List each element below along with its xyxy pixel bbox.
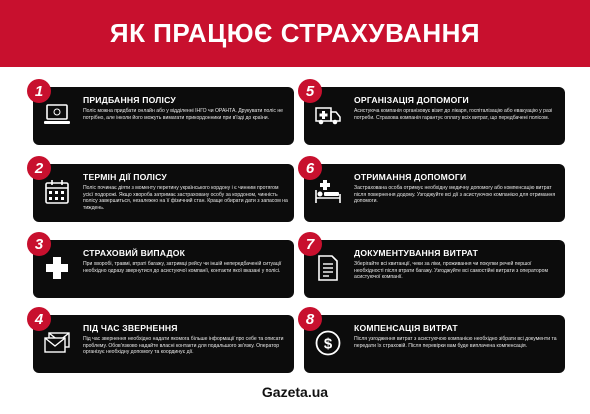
step-number-1: 1 <box>27 79 51 103</box>
step-card-2 <box>33 164 294 222</box>
step-text: Застрахована особа отримує необхідну медичну допомогу або компенсацію витрат після повернення додому. Узгоджуйте всі дії з асистуючою компанією для отримання допомоги. <box>354 185 556 205</box>
step-number-4: 4 <box>27 307 51 331</box>
step-card-8 <box>304 315 565 373</box>
step-number-3: 3 <box>27 232 51 256</box>
step-text: Поліс можна придбати онлайн або у відділенні ІНГО чи ОРАНТА. Друкувати поліс не потрібно, але інколи його можуть вимагати прикордонники при в'їзді до країни. <box>83 108 283 121</box>
step-title: ТЕРМІН ДІЇ ПОЛІСУ <box>83 172 167 182</box>
step-number-7: 7 <box>298 232 322 256</box>
laptop-icon <box>43 101 71 129</box>
title-banner <box>0 0 590 67</box>
footer-logo: Gazeta.ua <box>261 384 329 400</box>
step-text: При хворобі, травмі, втраті багажу, затримці рейсу чи іншій непередбаченій ситуації необхідно одразу звернутися до асистуючої компанії, контакти якої вказані у полісі. <box>83 261 282 274</box>
dollar-coin-icon <box>314 329 342 357</box>
patient-bed-icon <box>314 178 342 206</box>
step-card-1 <box>33 87 294 145</box>
step-title: ОТРИМАННЯ ДОПОМОГИ <box>354 172 467 182</box>
step-number-8: 8 <box>298 307 322 331</box>
step-card-4 <box>33 315 294 373</box>
step-title: ДОКУМЕНТУВАННЯ ВИТРАТ <box>354 248 479 258</box>
medical-cross-icon <box>43 254 71 282</box>
step-number-2: 2 <box>27 156 51 180</box>
document-icon <box>314 254 342 282</box>
step-number-6: 6 <box>298 156 322 180</box>
step-card-6 <box>304 164 565 222</box>
step-text: Асистуюча компанія організовує візит до лікаря, госпіталізацію або евакуацію у разі потреби. Страхова компанія гарантує оплату всіх витрат, що передбачені полісом. <box>354 108 553 121</box>
step-card-3 <box>33 240 294 298</box>
page-title: ЯК ПРАЦЮЄ СТРАХУВАННЯ <box>109 18 481 48</box>
step-number-5: 5 <box>298 79 322 103</box>
ambulance-icon <box>314 101 342 129</box>
step-title: СТРАХОВИЙ ВИПАДОК <box>83 248 186 258</box>
step-title: КОМПЕНСАЦІЯ ВИТРАТ <box>354 323 458 333</box>
step-card-7 <box>304 240 565 298</box>
step-text: Під час звернення необхідно надати якомога більше інформації про себе та описати проблему. Обов'язково надайте власні контакти для подальшого зв'язку. Оператор організує необхідну допомогу та координує дії. <box>83 336 284 356</box>
step-card-5 <box>304 87 565 145</box>
svg-text:$: $ <box>323 335 333 353</box>
step-text: Зберігайте всі квитанції, чеки за ліки, проживання чи покупки речей першої необхідності після втрати багажу. Узгоджуйте всі самостійні витрати з оператором асистуючої компанії. <box>354 261 548 281</box>
calendar-icon <box>43 178 71 206</box>
step-title: ПІД ЧАС ЗВЕРНЕННЯ <box>83 323 178 333</box>
step-text: Після узгодження витрат з асистуючою компанією необхідно зібрати всі документи та передати їх страховій. Після перевірки вам буде виплачена компенсація. <box>354 336 557 349</box>
step-title: ОРГАНІЗАЦІЯ ДОПОМОГИ <box>354 95 469 105</box>
mail-icon <box>43 329 71 357</box>
step-title: ПРИДБАННЯ ПОЛІСУ <box>83 95 176 105</box>
step-text: Поліс починає діяти з моменту перетину українського кордону і є чинним протягом усієї подорожі. Якщо хвороба затримає застраховану особу за кордоном, чинність полісу завершиться, незалежно на її фізичний стан. Краще обирати дати з запасом на тиждень. <box>83 185 288 211</box>
